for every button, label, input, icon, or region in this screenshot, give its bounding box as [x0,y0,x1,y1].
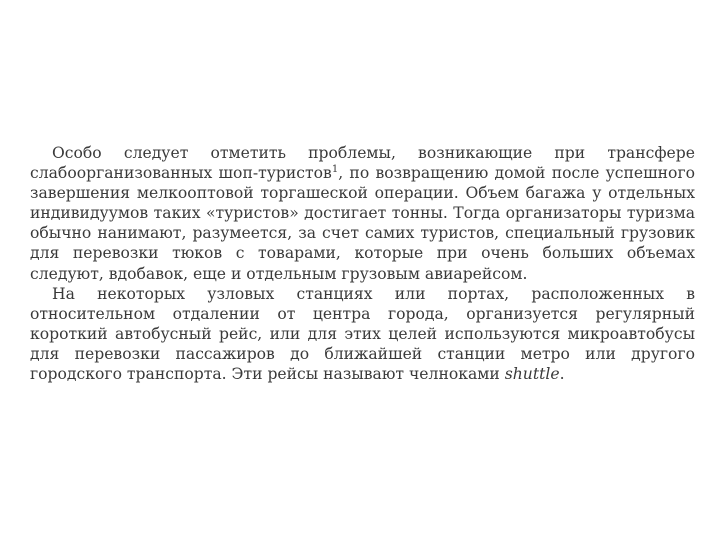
footnote-mark[interactable]: 1 [331,163,339,175]
paragraph-2-text: На некоторых узловых станциях или портах, расположенных в относительном отдалении от центра города, организуется регулярный короткий автобусный рейс, или для этих целей используются микроавтобусы для перевозки пассажиров до ближайшей станции метро или другого городского транспорта. Эти рейсы называют челноками [30,284,695,384]
paragraph-1-text-end: , по возвращению домой после успешного завершения мелкооптовой торгашеской операции. Объем багажа у отдельных индивидуумов таких «туристов» достигает тонны. Тогда организаторы туризма обычно нанимают, разумеется, за счет самих туристов, специальный грузовик для перевозки тюков с товарами, которые при очень больших объемах следуют, вдобавок, еще и отдельным грузовым авиарейсом. [30,164,695,283]
paragraph-1-text-start: Особо следует отметить проблемы, возникающие при трансфере слабоорганизованных шоп-туристов [30,144,695,183]
paragraph-1 [30,143,695,284]
italic-term: shuttle [504,365,560,384]
paragraph-2-end: . [559,365,565,384]
paragraph-2 [30,284,695,384]
document-page [30,143,695,384]
